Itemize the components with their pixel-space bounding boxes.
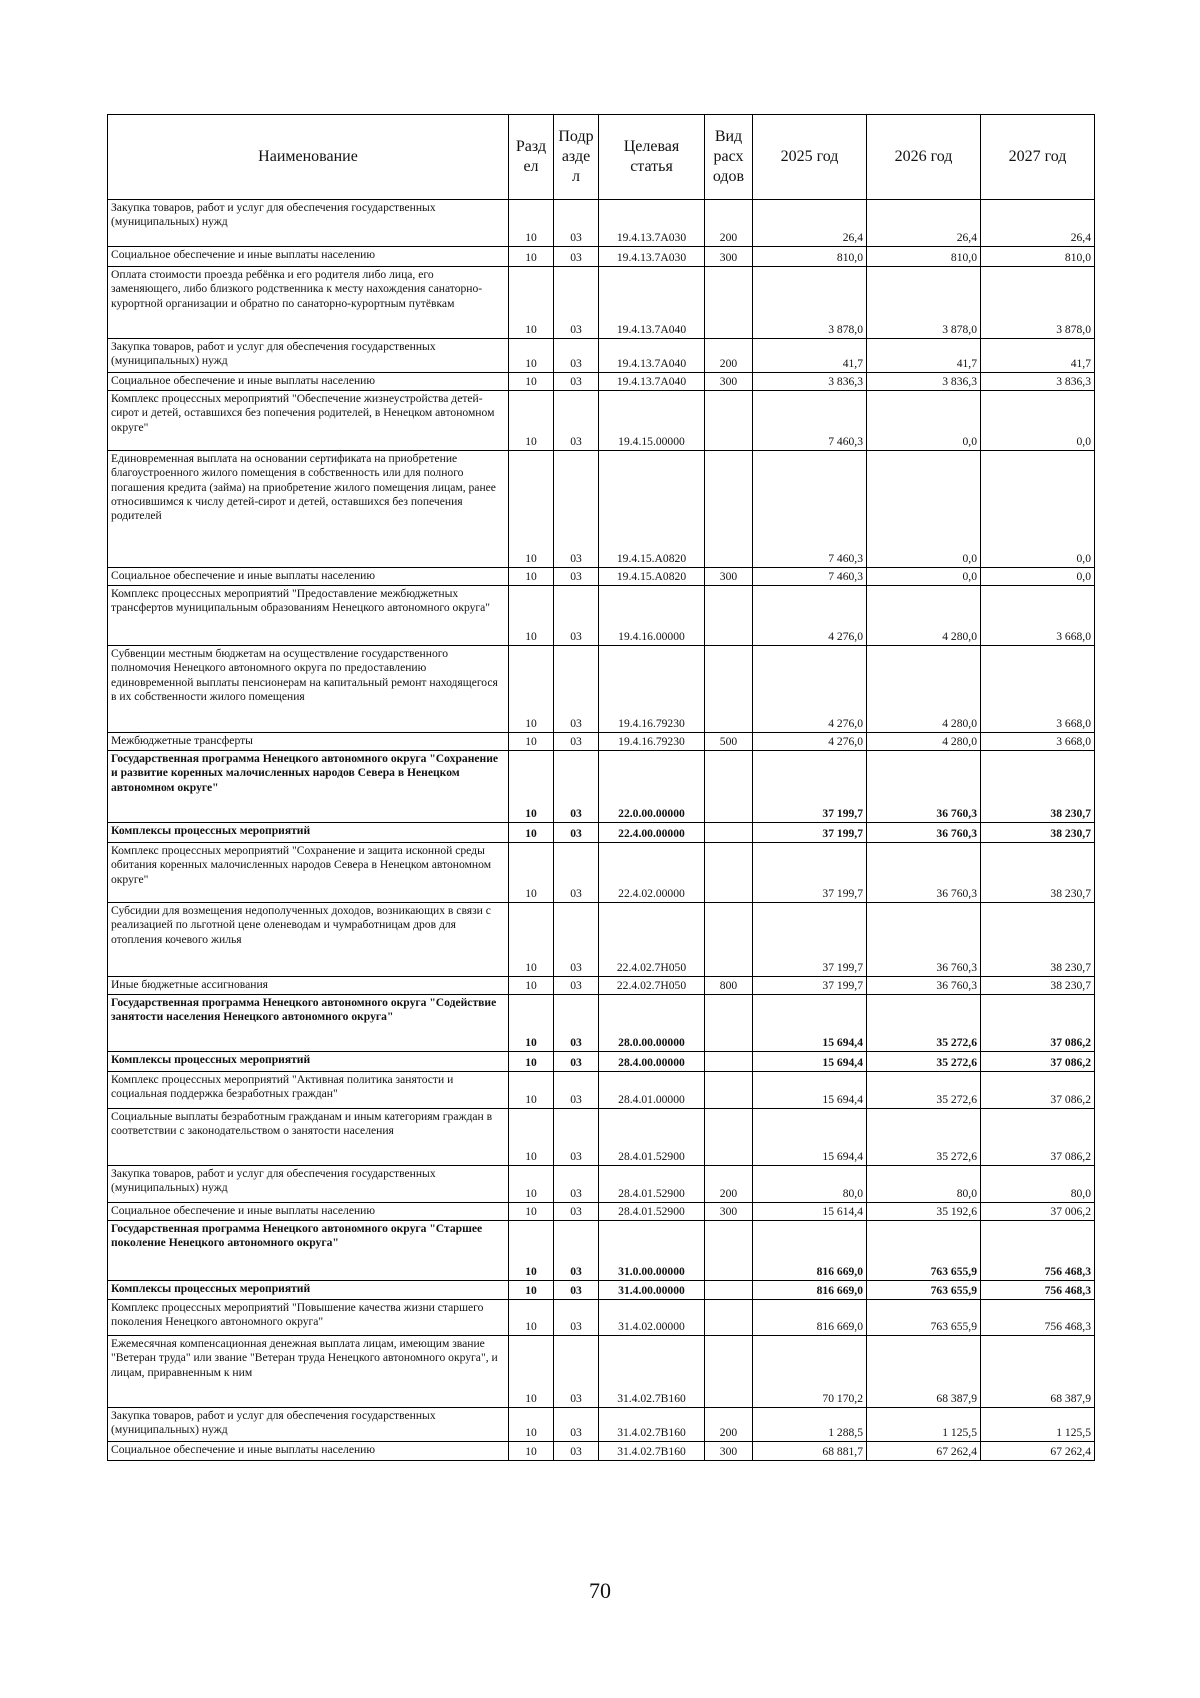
- row-podrazdel: 03: [554, 823, 599, 843]
- row-value-2025: 70 170,2: [753, 1336, 867, 1408]
- row-target-article: 19.4.13.7А030: [599, 247, 705, 267]
- row-value-2027: 0,0: [981, 451, 1095, 568]
- row-value-2027: 0,0: [981, 568, 1095, 586]
- row-razdel: 10: [509, 823, 554, 843]
- row-value-2025: 68 881,7: [753, 1442, 867, 1461]
- row-name: Закупка товаров, работ и услуг для обеспечения государственных (муниципальных) нужд: [108, 339, 509, 373]
- row-expense-type: 200: [705, 1166, 753, 1203]
- row-podrazdel: 03: [554, 391, 599, 451]
- row-value-2025: 7 460,3: [753, 391, 867, 451]
- row-value-2026: 4 280,0: [867, 646, 981, 733]
- row-podrazdel: 03: [554, 646, 599, 733]
- row-podrazdel: 03: [554, 451, 599, 568]
- row-target-article: 19.4.13.7А030: [599, 200, 705, 247]
- row-podrazdel: 03: [554, 1336, 599, 1408]
- row-target-article: 19.4.13.7А040: [599, 267, 705, 339]
- table-row: [108, 733, 1095, 751]
- row-razdel: 10: [509, 1072, 554, 1109]
- table-row: [108, 1408, 1095, 1442]
- header-podrazdel: Подр азде л: [554, 115, 599, 200]
- table-row: [108, 247, 1095, 267]
- row-value-2025: 15 694,4: [753, 1109, 867, 1166]
- table-row: [108, 1336, 1095, 1408]
- row-value-2027: 26,4: [981, 200, 1095, 247]
- row-expense-type: 300: [705, 1442, 753, 1461]
- row-razdel: 10: [509, 1109, 554, 1166]
- table-row: [108, 1052, 1095, 1072]
- row-razdel: 10: [509, 1166, 554, 1203]
- row-value-2027: 37 006,2: [981, 1203, 1095, 1221]
- row-value-2027: 37 086,2: [981, 1052, 1095, 1072]
- table-row: [108, 1166, 1095, 1203]
- row-value-2025: 37 199,7: [753, 751, 867, 823]
- header-year-2026: 2026 год: [867, 115, 981, 200]
- table-row: [108, 586, 1095, 646]
- row-value-2027: 3 878,0: [981, 267, 1095, 339]
- row-value-2025: 26,4: [753, 200, 867, 247]
- row-razdel: 10: [509, 1281, 554, 1300]
- row-value-2027: 756 468,3: [981, 1221, 1095, 1281]
- row-value-2026: 35 272,6: [867, 995, 981, 1052]
- row-value-2027: 38 230,7: [981, 977, 1095, 995]
- row-value-2025: 4 276,0: [753, 733, 867, 751]
- row-name: Государственная программа Ненецкого автономного округа "Содействие занятости населения Ненецкого автономного округа": [108, 995, 509, 1052]
- row-value-2027: 37 086,2: [981, 1109, 1095, 1166]
- row-value-2026: 3 878,0: [867, 267, 981, 339]
- row-target-article: 31.4.00.00000: [599, 1281, 705, 1300]
- row-name: Комплекс процессных мероприятий "Сохранение и защита исконной среды обитания коренных малочисленных народов Севера в Ненецком автономном округе": [108, 843, 509, 903]
- header-razdel: Разд ел: [509, 115, 554, 200]
- row-podrazdel: 03: [554, 586, 599, 646]
- row-razdel: 10: [509, 267, 554, 339]
- row-value-2026: 35 272,6: [867, 1052, 981, 1072]
- row-expense-type: [705, 391, 753, 451]
- row-razdel: 10: [509, 843, 554, 903]
- row-name: Социальное обеспечение и иные выплаты населению: [108, 373, 509, 391]
- table-row: [108, 977, 1095, 995]
- row-expense-type: [705, 995, 753, 1052]
- table-row: [108, 843, 1095, 903]
- row-value-2025: 816 669,0: [753, 1281, 867, 1300]
- row-razdel: 10: [509, 373, 554, 391]
- table-row: [108, 1221, 1095, 1281]
- row-value-2025: 816 669,0: [753, 1221, 867, 1281]
- row-value-2025: 810,0: [753, 247, 867, 267]
- row-podrazdel: 03: [554, 1072, 599, 1109]
- row-expense-type: [705, 267, 753, 339]
- row-value-2026: 36 760,3: [867, 903, 981, 977]
- table-row: [108, 646, 1095, 733]
- row-value-2025: 3 836,3: [753, 373, 867, 391]
- row-value-2025: 1 288,5: [753, 1408, 867, 1442]
- row-target-article: 19.4.15.А0820: [599, 568, 705, 586]
- table-row: [108, 339, 1095, 373]
- table-row: [108, 391, 1095, 451]
- row-target-article: 22.4.02.7Н050: [599, 977, 705, 995]
- row-value-2026: 67 262,4: [867, 1442, 981, 1461]
- row-target-article: 28.4.01.52900: [599, 1203, 705, 1221]
- row-target-article: 28.0.00.00000: [599, 995, 705, 1052]
- row-value-2027: 38 230,7: [981, 903, 1095, 977]
- row-value-2025: 41,7: [753, 339, 867, 373]
- row-name: Ежемесячная компенсационная денежная выплата лицам, имеющим звание "Ветеран труда" или звание "Ветеран труда Ненецкого автономного округа", и лицам, приравненным к ним: [108, 1336, 509, 1408]
- table-row: [108, 568, 1095, 586]
- row-razdel: 10: [509, 568, 554, 586]
- row-podrazdel: 03: [554, 843, 599, 903]
- row-value-2027: 1 125,5: [981, 1408, 1095, 1442]
- row-expense-type: [705, 646, 753, 733]
- row-value-2026: 763 655,9: [867, 1281, 981, 1300]
- row-podrazdel: 03: [554, 1166, 599, 1203]
- row-value-2027: 3 668,0: [981, 586, 1095, 646]
- row-razdel: 10: [509, 200, 554, 247]
- row-value-2026: 26,4: [867, 200, 981, 247]
- row-value-2025: 15 694,4: [753, 1052, 867, 1072]
- row-value-2027: 37 086,2: [981, 995, 1095, 1052]
- row-podrazdel: 03: [554, 1300, 599, 1336]
- row-expense-type: [705, 1300, 753, 1336]
- table-row: [108, 373, 1095, 391]
- row-razdel: 10: [509, 1203, 554, 1221]
- row-expense-type: 200: [705, 200, 753, 247]
- row-value-2025: 37 199,7: [753, 977, 867, 995]
- row-expense-type: 800: [705, 977, 753, 995]
- row-name: Закупка товаров, работ и услуг для обеспечения государственных (муниципальных) нужд: [108, 200, 509, 247]
- row-expense-type: [705, 751, 753, 823]
- row-podrazdel: 03: [554, 247, 599, 267]
- row-value-2027: 0,0: [981, 391, 1095, 451]
- row-name: Социальное обеспечение и иные выплаты населению: [108, 1203, 509, 1221]
- table-row: [108, 1281, 1095, 1300]
- header-year-2027: 2027 год: [981, 115, 1095, 200]
- row-value-2025: 37 199,7: [753, 823, 867, 843]
- table-row: [108, 1072, 1095, 1109]
- row-value-2026: 36 760,3: [867, 843, 981, 903]
- row-value-2026: 763 655,9: [867, 1221, 981, 1281]
- row-target-article: 28.4.01.52900: [599, 1166, 705, 1203]
- row-value-2025: 37 199,7: [753, 843, 867, 903]
- row-podrazdel: 03: [554, 1203, 599, 1221]
- row-name: Государственная программа Ненецкого автономного округа "Старшее поколение Ненецкого автономного округа": [108, 1221, 509, 1281]
- row-razdel: 10: [509, 733, 554, 751]
- table-row: [108, 200, 1095, 247]
- header-year-2025: 2025 год: [753, 115, 867, 200]
- row-podrazdel: 03: [554, 1408, 599, 1442]
- row-target-article: 22.4.02.00000: [599, 843, 705, 903]
- row-name: Комплексы процессных мероприятий: [108, 1281, 509, 1300]
- row-target-article: 19.4.13.7А040: [599, 339, 705, 373]
- row-expense-type: 200: [705, 1408, 753, 1442]
- row-target-article: 22.4.00.00000: [599, 823, 705, 843]
- row-razdel: 10: [509, 1442, 554, 1461]
- row-target-article: 31.4.02.7В160: [599, 1408, 705, 1442]
- row-razdel: 10: [509, 1408, 554, 1442]
- row-razdel: 10: [509, 1052, 554, 1072]
- row-value-2027: 37 086,2: [981, 1072, 1095, 1109]
- row-name: Комплекс процессных мероприятий "Повышение качества жизни старшего поколения Ненецкого автономного округа": [108, 1300, 509, 1336]
- row-value-2026: 1 125,5: [867, 1408, 981, 1442]
- row-name: Закупка товаров, работ и услуг для обеспечения государственных (муниципальных) нужд: [108, 1166, 509, 1203]
- table-row: [108, 451, 1095, 568]
- row-expense-type: [705, 843, 753, 903]
- row-value-2027: 3 668,0: [981, 646, 1095, 733]
- row-name: Социальное обеспечение и иные выплаты населению: [108, 568, 509, 586]
- row-value-2025: 15 694,4: [753, 995, 867, 1052]
- row-podrazdel: 03: [554, 751, 599, 823]
- row-value-2027: 3 668,0: [981, 733, 1095, 751]
- row-value-2026: 4 280,0: [867, 733, 981, 751]
- row-razdel: 10: [509, 1300, 554, 1336]
- row-value-2027: 38 230,7: [981, 823, 1095, 843]
- row-podrazdel: 03: [554, 373, 599, 391]
- table-row: [108, 903, 1095, 977]
- table-row: [108, 751, 1095, 823]
- row-target-article: 22.4.02.7Н050: [599, 903, 705, 977]
- row-value-2026: 810,0: [867, 247, 981, 267]
- row-expense-type: [705, 586, 753, 646]
- row-target-article: 19.4.16.79230: [599, 733, 705, 751]
- row-value-2025: 4 276,0: [753, 646, 867, 733]
- header-target-article: Целевая статья: [599, 115, 705, 200]
- row-name: Субсидии для возмещения недополученных доходов, возникающих в связи с реализацией по льготной цене оленеводам и чумработницам дров для отопления кочевого жилья: [108, 903, 509, 977]
- row-name: Иные бюджетные ассигнования: [108, 977, 509, 995]
- row-podrazdel: 03: [554, 1281, 599, 1300]
- row-value-2027: 756 468,3: [981, 1281, 1095, 1300]
- row-value-2025: 80,0: [753, 1166, 867, 1203]
- row-target-article: 19.4.15.00000: [599, 391, 705, 451]
- row-value-2026: 35 192,6: [867, 1203, 981, 1221]
- row-target-article: 19.4.15.А0820: [599, 451, 705, 568]
- row-expense-type: [705, 1336, 753, 1408]
- row-target-article: 28.4.01.00000: [599, 1072, 705, 1109]
- row-name: Комплексы процессных мероприятий: [108, 823, 509, 843]
- row-name: Закупка товаров, работ и услуг для обеспечения государственных (муниципальных) нужд: [108, 1408, 509, 1442]
- row-podrazdel: 03: [554, 200, 599, 247]
- row-expense-type: 500: [705, 733, 753, 751]
- row-value-2026: 763 655,9: [867, 1300, 981, 1336]
- row-value-2026: 41,7: [867, 339, 981, 373]
- row-target-article: 28.4.00.00000: [599, 1052, 705, 1072]
- row-expense-type: 300: [705, 373, 753, 391]
- row-razdel: 10: [509, 977, 554, 995]
- row-expense-type: [705, 1052, 753, 1072]
- row-name: Оплата стоимости проезда ребёнка и его родителя либо лица, его заменяющего, либо близкого родственника к месту нахождения санаторно-курортной организации и обратно по санаторно-курортным путёвкам: [108, 267, 509, 339]
- row-value-2025: 15 694,4: [753, 1072, 867, 1109]
- row-name: Социальные выплаты безработным гражданам и иным категориям граждан в соответствии с законодательством о занятости населения: [108, 1109, 509, 1166]
- row-value-2027: 80,0: [981, 1166, 1095, 1203]
- row-value-2026: 0,0: [867, 451, 981, 568]
- row-value-2026: 80,0: [867, 1166, 981, 1203]
- row-target-article: 31.4.02.00000: [599, 1300, 705, 1336]
- row-podrazdel: 03: [554, 1221, 599, 1281]
- row-expense-type: [705, 451, 753, 568]
- row-value-2026: 36 760,3: [867, 751, 981, 823]
- row-value-2026: 0,0: [867, 391, 981, 451]
- row-target-article: 19.4.16.00000: [599, 586, 705, 646]
- row-value-2026: 3 836,3: [867, 373, 981, 391]
- row-value-2027: 41,7: [981, 339, 1095, 373]
- header-expense-type: Вид расх одов: [705, 115, 753, 200]
- row-name: Государственная программа Ненецкого автономного округа "Сохранение и развитие коренных малочисленных народов Севера в Ненецком автономном округе": [108, 751, 509, 823]
- row-razdel: 10: [509, 903, 554, 977]
- table-row: [108, 1442, 1095, 1461]
- row-razdel: 10: [509, 1221, 554, 1281]
- row-expense-type: [705, 1072, 753, 1109]
- row-razdel: 10: [509, 339, 554, 373]
- row-expense-type: [705, 823, 753, 843]
- row-value-2026: 35 272,6: [867, 1072, 981, 1109]
- table-row: [108, 267, 1095, 339]
- table-row: [108, 1109, 1095, 1166]
- table-row: [108, 995, 1095, 1052]
- row-podrazdel: 03: [554, 1052, 599, 1072]
- row-podrazdel: 03: [554, 339, 599, 373]
- row-podrazdel: 03: [554, 903, 599, 977]
- row-name: Комплекс процессных мероприятий "Предоставление межбюджетных трансфертов муниципальным образованиям Ненецкого автономного округа": [108, 586, 509, 646]
- row-podrazdel: 03: [554, 568, 599, 586]
- row-name: Комплекс процессных мероприятий "Активная политика занятости и социальная поддержка безработных граждан": [108, 1072, 509, 1109]
- row-target-article: 31.0.00.00000: [599, 1221, 705, 1281]
- row-expense-type: 300: [705, 1203, 753, 1221]
- row-name: Социальное обеспечение и иные выплаты населению: [108, 247, 509, 267]
- row-value-2025: 3 878,0: [753, 267, 867, 339]
- row-value-2026: 36 760,3: [867, 977, 981, 995]
- row-expense-type: [705, 1109, 753, 1166]
- row-expense-type: 300: [705, 568, 753, 586]
- row-target-article: 28.4.01.52900: [599, 1109, 705, 1166]
- row-name: Межбюджетные трансферты: [108, 733, 509, 751]
- row-value-2027: 38 230,7: [981, 751, 1095, 823]
- page-number: 70: [589, 1578, 611, 1603]
- row-razdel: 10: [509, 1336, 554, 1408]
- row-podrazdel: 03: [554, 1109, 599, 1166]
- row-razdel: 10: [509, 646, 554, 733]
- table-row: [108, 1300, 1095, 1336]
- row-value-2027: 38 230,7: [981, 843, 1095, 903]
- row-value-2026: 36 760,3: [867, 823, 981, 843]
- row-target-article: 22.0.00.00000: [599, 751, 705, 823]
- row-value-2025: 816 669,0: [753, 1300, 867, 1336]
- row-expense-type: [705, 1281, 753, 1300]
- row-name: Единовременная выплата на основании сертификата на приобретение благоустроенного жилого помещения в собственность или для полного погашения кредита (займа) на приобретение жилого помещения лицам, ранее относившимся к числу детей-сирот и детей, оставшихся без попечения родителей: [108, 451, 509, 568]
- row-value-2025: 4 276,0: [753, 586, 867, 646]
- row-razdel: 10: [509, 995, 554, 1052]
- row-target-article: 19.4.13.7А040: [599, 373, 705, 391]
- table-row: [108, 1203, 1095, 1221]
- row-expense-type: [705, 1221, 753, 1281]
- row-value-2027: 810,0: [981, 247, 1095, 267]
- row-razdel: 10: [509, 751, 554, 823]
- table-body: [108, 200, 1095, 1461]
- row-name: Субвенции местным бюджетам на осуществление государственного полномочия Ненецкого автономного округа по предоставлению единовременной выплаты пенсионерам на капитальный ремонт находящегося в их собственности жилого помещения: [108, 646, 509, 733]
- row-razdel: 10: [509, 586, 554, 646]
- row-expense-type: 200: [705, 339, 753, 373]
- row-name: Комплекс процессных мероприятий "Обеспечение жизнеустройства детей-сирот и детей, оставшихся без попечения родителей, в Ненецком автономном округе": [108, 391, 509, 451]
- row-podrazdel: 03: [554, 1442, 599, 1461]
- row-value-2026: 35 272,6: [867, 1109, 981, 1166]
- budget-table: [107, 114, 1095, 1461]
- table-row: [108, 823, 1095, 843]
- row-podrazdel: 03: [554, 995, 599, 1052]
- row-value-2025: 15 614,4: [753, 1203, 867, 1221]
- row-value-2025: 7 460,3: [753, 451, 867, 568]
- row-value-2025: 37 199,7: [753, 903, 867, 977]
- row-target-article: 31.4.02.7В160: [599, 1442, 705, 1461]
- row-value-2026: 68 387,9: [867, 1336, 981, 1408]
- row-podrazdel: 03: [554, 733, 599, 751]
- row-value-2027: 3 836,3: [981, 373, 1095, 391]
- row-value-2026: 0,0: [867, 568, 981, 586]
- row-value-2027: 67 262,4: [981, 1442, 1095, 1461]
- table-header-row: [108, 115, 1095, 200]
- row-value-2025: 7 460,3: [753, 568, 867, 586]
- row-expense-type: 300: [705, 247, 753, 267]
- row-target-article: 19.4.16.79230: [599, 646, 705, 733]
- row-value-2026: 4 280,0: [867, 586, 981, 646]
- row-value-2027: 756 468,3: [981, 1300, 1095, 1336]
- row-name: Социальное обеспечение и иные выплаты населению: [108, 1442, 509, 1461]
- row-razdel: 10: [509, 391, 554, 451]
- row-target-article: 31.4.02.7В160: [599, 1336, 705, 1408]
- row-podrazdel: 03: [554, 977, 599, 995]
- header-name: Наименование: [108, 115, 509, 200]
- row-razdel: 10: [509, 451, 554, 568]
- row-razdel: 10: [509, 247, 554, 267]
- row-expense-type: [705, 903, 753, 977]
- row-name: Комплексы процессных мероприятий: [108, 1052, 509, 1072]
- row-value-2027: 68 387,9: [981, 1336, 1095, 1408]
- row-podrazdel: 03: [554, 267, 599, 339]
